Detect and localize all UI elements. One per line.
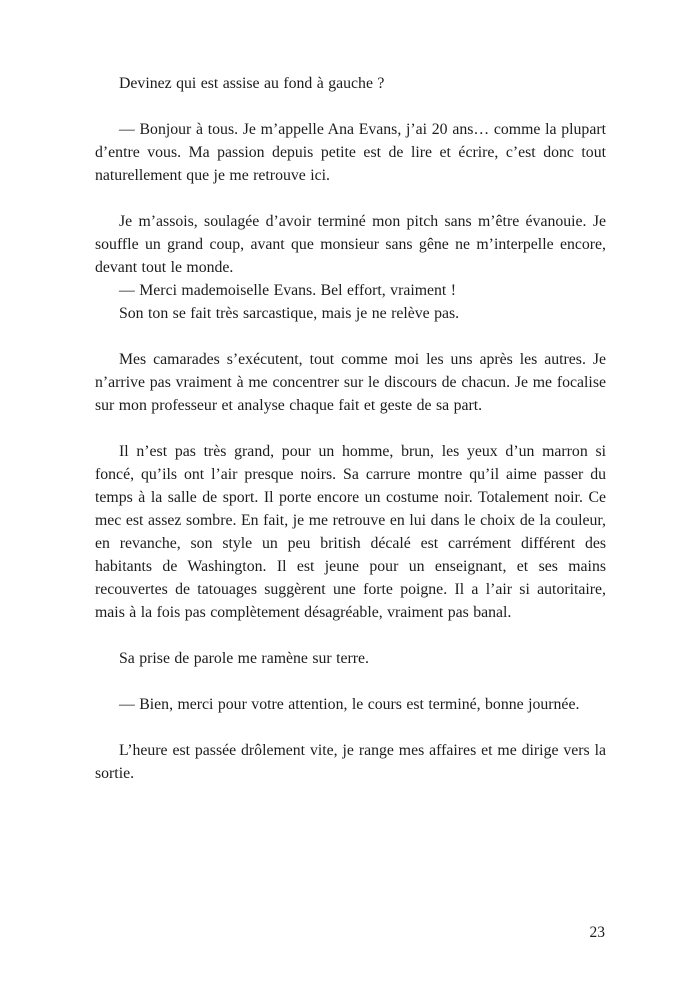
paragraph: Son ton se fait très sarcastique, mais je ne relève pas. bbox=[119, 305, 460, 322]
paragraph: — Merci mademoiselle Evans. Bel effort, vraiment ! bbox=[119, 282, 457, 299]
paragraph: Sa prise de parole me ramène sur terre. bbox=[119, 650, 369, 667]
paragraph: — Bien, merci pour votre attention, le cours est terminé, bonne journée. bbox=[119, 696, 580, 713]
paragraph: Il n’est pas très grand, pour un homme, brun, les yeux d’un marron si foncé, qu’ils ont l’air presque noirs. Sa carrure montre qu’il aime passer du temps à la salle de sport. Il porte encore un costume noir. Totalement noir. Ce mec est assez sombre. En fait, je me retrouve en lui dans le choix de la couleur, en revanche, son style un peu british décalé est carrément différent des habitants de Washington. Il est jeune pour un enseignant, et ses mains recouvertes de tatouages suggèrent une forte poigne. Il a l’air si autoritaire, mais à la fois pas complètement désagréable, vraiment pas banal. bbox=[95, 443, 606, 621]
paragraph: Devinez qui est assise au fond à gauche ? bbox=[119, 75, 385, 92]
paragraph: — Bonjour à tous. Je m’appelle Ana Evans, j’ai 20 ans… comme la plupart d’entre vous. Ma passion depuis petite est de lire et écrire, c’est donc tout naturellement que je me retrouve ici. bbox=[95, 121, 606, 184]
text-block bbox=[95, 72, 606, 785]
page-number: 23 bbox=[589, 923, 605, 941]
paragraph: Mes camarades s’exécutent, tout comme moi les uns après les autres. Je n’arrive pas vraiment à me concentrer sur le discours de chacun. Je me focalise sur mon professeur et analyse chaque fait et geste de sa part. bbox=[95, 351, 606, 414]
paragraph: L’heure est passée drôlement vite, je range mes affaires et me dirige vers la sortie. bbox=[95, 742, 606, 782]
paragraph: Je m’assois, soulagée d’avoir terminé mon pitch sans m’être évanouie. Je souffle un grand coup, avant que monsieur sans gêne ne m’interpelle encore, devant tout le monde. bbox=[95, 213, 606, 276]
